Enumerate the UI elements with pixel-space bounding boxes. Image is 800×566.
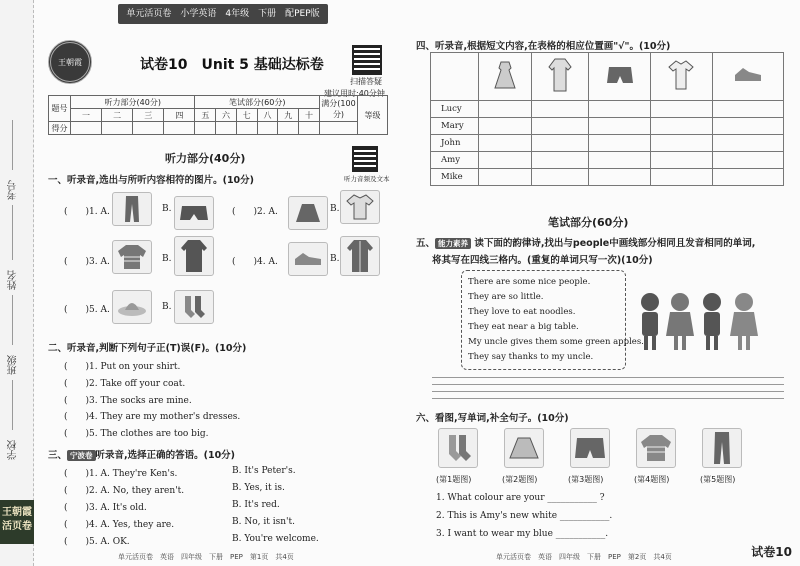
s6-item: 1. What colour are your ___________ ? <box>436 493 605 503</box>
section2-heading: 二、听录音,判断下列句子正(T)误(F)。(10分) <box>48 343 247 354</box>
socks-image <box>174 290 214 324</box>
s2-item: ( )5. The clothes are too big. <box>64 429 209 439</box>
grid-cell[interactable] <box>712 101 783 118</box>
score-listening-header: 听力部分(40分) <box>71 96 195 109</box>
writing-line[interactable] <box>432 391 784 392</box>
score-col-label: 题号 <box>49 96 71 122</box>
binding-label-name: 姓名 <box>8 270 19 290</box>
section5-heading: 五、 能力素养 读下面的韵律诗,找出与people中画线部分相同且发音相同的单词, <box>416 238 756 249</box>
score-cell[interactable] <box>102 122 133 135</box>
s3-a: ( )1. A. They're Ken's. <box>64 469 178 479</box>
rhyme-line: They are so little. <box>468 292 544 302</box>
page-badge: 试卷10 <box>751 545 792 559</box>
grid-shorts-icon <box>589 53 651 101</box>
rhyme-line: They love to eat noodles. <box>468 307 576 317</box>
score-row-label: 得分 <box>49 122 71 135</box>
score-cell[interactable] <box>164 122 195 135</box>
score-num: 十 <box>299 109 320 122</box>
score-num: 四 <box>164 109 195 122</box>
shorts-picture <box>570 428 610 468</box>
grid-cell[interactable] <box>531 135 588 152</box>
grid-name: Amy <box>431 152 479 169</box>
rhyme-line: There are some nice people. <box>468 277 591 287</box>
logo-badge: 王朝霞 <box>48 40 92 84</box>
score-cell[interactable] <box>216 122 237 135</box>
socks-picture <box>438 428 478 468</box>
s1-q4-label: ( )4. A. <box>232 257 278 267</box>
header-bar: 单元活页卷 小学英语 4年级 下册 配PEP版 <box>118 4 328 24</box>
s3-b: B. It's red. <box>232 500 280 510</box>
skirt-image <box>288 196 328 230</box>
children-illustration <box>636 290 766 356</box>
score-num: 八 <box>257 109 278 122</box>
s6-item: 2. This is Amy's new white ___________. <box>436 511 613 521</box>
s1-q2-label: ( )2. A. <box>232 207 278 217</box>
score-cell[interactable] <box>257 122 278 135</box>
listening-qr-caption: 听力音频及文本 <box>344 175 390 183</box>
s6-item: 3. I want to wear my blue ___________. <box>436 529 609 539</box>
grid-dress-icon <box>479 53 532 101</box>
score-num: 一 <box>71 109 102 122</box>
s2-item: ( )1. Put on your shirt. <box>64 362 181 372</box>
ability-tag: 能力素养 <box>435 238 471 249</box>
s3-a: ( )4. A. Yes, they are. <box>64 520 175 530</box>
footer-left: 单元活页卷 英语 四年级 下册 PEP 第1页 共4页 <box>118 553 294 561</box>
score-cell[interactable] <box>195 122 216 135</box>
time-hint: 建议用时:40分钟 <box>324 89 385 98</box>
score-cell[interactable] <box>320 122 358 135</box>
writing-title: 笔试部分(60分) <box>548 216 629 229</box>
score-grade-header: 等级 <box>358 96 388 135</box>
listening-qr-icon <box>352 146 378 172</box>
s3-a: ( )5. A. OK. <box>64 537 130 547</box>
s3-b: B. No, it isn't. <box>232 517 295 527</box>
brand-logo: 王朝霞 活页卷 <box>0 500 34 544</box>
grid-cell[interactable] <box>479 118 532 135</box>
s1-q3-b: B. <box>162 254 172 264</box>
score-num: 三 <box>133 109 164 122</box>
grid-cell[interactable] <box>589 152 651 169</box>
sweater-picture <box>636 428 676 468</box>
s3-b: B. Yes, it is. <box>232 483 285 493</box>
pic-caption: (第1题图) <box>436 475 472 484</box>
writing-line[interactable] <box>432 384 784 385</box>
s1-q1-label: ( )1. A. <box>64 207 110 217</box>
score-num: 二 <box>102 109 133 122</box>
grid-cell[interactable] <box>479 152 532 169</box>
grid-cell[interactable] <box>712 169 783 186</box>
score-num: 六 <box>216 109 237 122</box>
grid-cell[interactable] <box>589 169 651 186</box>
writing-line[interactable] <box>432 398 784 399</box>
page-title: 试卷10 Unit 5 基础达标卷 <box>140 57 324 73</box>
pic-caption: (第4题图) <box>634 475 670 484</box>
grid-cell[interactable] <box>589 118 651 135</box>
pic-caption: (第2题图) <box>502 475 538 484</box>
grid-corner <box>431 53 479 101</box>
hat-image <box>112 290 152 324</box>
score-full-header: 满分(100分) <box>320 96 358 122</box>
grid-cell[interactable] <box>479 169 532 186</box>
grid-cell[interactable] <box>712 118 783 135</box>
rhyme-line: My uncle gives them some green apples. <box>468 337 644 347</box>
grid-name: John <box>431 135 479 152</box>
grid-cell[interactable] <box>479 101 532 118</box>
grid-cell[interactable] <box>650 118 712 135</box>
score-cell[interactable] <box>236 122 257 135</box>
trousers-image <box>112 192 152 226</box>
s3-a: ( )2. A. No, they aren't. <box>64 486 185 496</box>
s1-q1-b: B. <box>162 204 172 214</box>
score-writing-header: 笔试部分(60分) <box>195 96 320 109</box>
grid-coat-icon <box>531 53 588 101</box>
skirt-picture <box>504 428 544 468</box>
section5-heading-2: 将其写在四线三格内。(重复的单词只写一次)(10分) <box>432 255 653 266</box>
listening-title: 听力部分(40分) <box>165 152 246 165</box>
grid-shoes-icon <box>712 53 783 101</box>
section4-heading: 四、听录音,根据短文内容,在表格的相应位置画"√"。(10分) <box>416 41 671 52</box>
rhyme-line: They say thanks to my uncle. <box>468 352 594 362</box>
grid-cell[interactable] <box>650 101 712 118</box>
s3-b: B. It's Peter's. <box>232 466 296 476</box>
score-cell[interactable] <box>71 122 102 135</box>
grid-name: Mike <box>431 169 479 186</box>
coat-image <box>174 236 214 276</box>
score-cell[interactable] <box>299 122 320 135</box>
binding-label-exam-no: 考号 <box>8 180 19 200</box>
jacket-image <box>340 236 380 276</box>
s2-item: ( )3. The socks are mine. <box>64 396 192 406</box>
shirt-image <box>340 190 380 224</box>
grid-cell[interactable] <box>531 152 588 169</box>
qr-code-icon <box>352 45 382 75</box>
grid-cell[interactable] <box>589 135 651 152</box>
score-table <box>48 95 388 135</box>
score-cell[interactable] <box>133 122 164 135</box>
sneakers-image <box>288 242 328 276</box>
grid-cell[interactable] <box>650 152 712 169</box>
grid-cell[interactable] <box>479 135 532 152</box>
s2-item: ( )4. They are my mother's dresses. <box>64 412 241 422</box>
pic-caption: (第3题图) <box>568 475 604 484</box>
s1-q3-label: ( )3. A. <box>64 257 110 267</box>
rhyme-line: They eat near a big table. <box>468 322 579 332</box>
grid-shirt-icon <box>650 53 712 101</box>
grid-name: Mary <box>431 118 479 135</box>
binding-label-class: 班级 <box>8 355 19 375</box>
footer-right: 单元活页卷 英语 四年级 下册 PEP 第2页 共4页 <box>496 553 672 561</box>
s1-q2-b: B. <box>330 204 340 214</box>
region-tag: 宁波卷 <box>67 450 96 461</box>
trousers-picture <box>702 428 742 468</box>
s3-b: B. You're welcome. <box>232 534 319 544</box>
clothes-grid <box>430 52 784 186</box>
binding-label-school: 学校 <box>8 440 19 460</box>
writing-line[interactable] <box>432 377 784 378</box>
pic-caption: (第5题图) <box>700 475 736 484</box>
rhyme-box <box>461 270 644 370</box>
shorts-image <box>174 196 214 230</box>
grid-cell[interactable] <box>531 101 588 118</box>
grid-cell[interactable] <box>531 118 588 135</box>
grid-name: Lucy <box>431 101 479 118</box>
s3-a: ( )3. A. It's old. <box>64 503 147 513</box>
s2-item: ( )2. Take off your coat. <box>64 379 186 389</box>
grid-cell[interactable] <box>712 152 783 169</box>
score-num: 五 <box>195 109 216 122</box>
sweater-image <box>112 240 152 274</box>
grid-cell[interactable] <box>650 135 712 152</box>
grid-cell[interactable] <box>589 101 651 118</box>
section6-heading: 六、看图,写单词,补全句子。(10分) <box>416 413 569 424</box>
section3-heading: 三、 宁波卷 听录音,选择正确的答语。(10分) <box>48 450 236 461</box>
score-num: 九 <box>278 109 299 122</box>
s1-q5-b: B. <box>162 302 172 312</box>
binding-strip <box>0 0 34 566</box>
s1-q4-b: B. <box>330 254 340 264</box>
score-num: 七 <box>236 109 257 122</box>
grid-cell[interactable] <box>712 135 783 152</box>
grid-cell[interactable] <box>531 169 588 186</box>
grid-cell[interactable] <box>650 169 712 186</box>
s1-q5-label: ( )5. A. <box>64 305 110 315</box>
score-cell[interactable] <box>278 122 299 135</box>
qr-caption: 扫描答疑 <box>350 77 382 86</box>
section1-heading: 一、听录音,选出与所听内容相符的图片。(10分) <box>48 175 255 186</box>
